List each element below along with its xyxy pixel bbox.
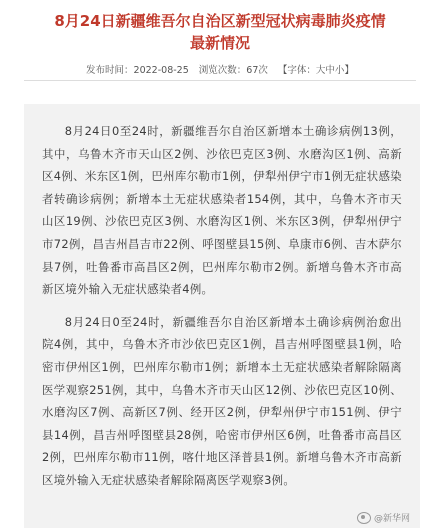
- paragraph-new-cases: 8月24日0至24时，新疆维吾尔自治区新增本土确诊病例13例，其中，乌鲁木齐市天山区2例、沙依巴克区3例、水磨沟区1例、高新区4例、米东区1例，巴州库尔勒市1例，伊犁州伊宁市1例无症状感染者转确诊病例；新增本土无症状感染者154例，其中，乌鲁木齐市天山区19例、沙依巴克区3例、水磨沟区1例、米东区3例，伊犁州伊宁市72例，昌吉州昌吉市22例、呼图壁县15例、阜康市6例、吉木萨尔县7例，吐鲁番市高昌区2例，巴州库尔勒市2例。新增乌鲁木齐市高新区境外输入无症状感染者4例。: [42, 124, 402, 297]
- views-count: 67次: [246, 65, 268, 76]
- title-line-2: 最新情况: [189, 34, 250, 52]
- paragraph-recoveries: 8月24日0至24时，新疆维吾尔自治区新增本土确诊病例治愈出院4例，其中，乌鲁木齐市沙依巴克区1例，昌吉州呼图壁县1例，哈密市伊州区1例，巴州库尔勒市1例；新增本土无症状感染者解除隔离医学观察251例，其中，乌鲁木齐市天山区12例、沙依巴克区10例、水磨沟区7例、高新区7例、经开区2例，伊犁州伊宁市151例、伊宁县14例，昌吉州呼图壁县28例，哈密市伊州区6例，吐鲁番市高昌区2例，巴州库尔勒市11例，喀什地区泽普县1例。新增乌鲁木齐市高新区境外输入无症状感染者解除隔离医学观察3例。: [42, 314, 402, 487]
- weibo-icon: [357, 512, 371, 524]
- title-line-1: 8月24日新疆维吾尔自治区新型冠状病毒肺炎疫情: [54, 12, 386, 30]
- font-size-close: 】: [344, 65, 354, 76]
- publish-date: 2022-08-25: [133, 65, 189, 76]
- font-size-label: 【字体：: [277, 65, 316, 76]
- font-medium-link[interactable]: 中: [325, 65, 335, 76]
- publish-label: 发布时间：: [86, 65, 134, 76]
- font-small-link[interactable]: 小: [334, 65, 345, 76]
- article-meta: [0, 62, 440, 76]
- watermark-text: @新华网: [373, 514, 410, 524]
- header-divider: [24, 80, 416, 81]
- page-title: [0, 10, 440, 54]
- views-label: 浏览次数：: [198, 65, 247, 76]
- font-large-link[interactable]: 大: [315, 65, 326, 76]
- article-body: [24, 104, 420, 528]
- watermark: [357, 511, 410, 524]
